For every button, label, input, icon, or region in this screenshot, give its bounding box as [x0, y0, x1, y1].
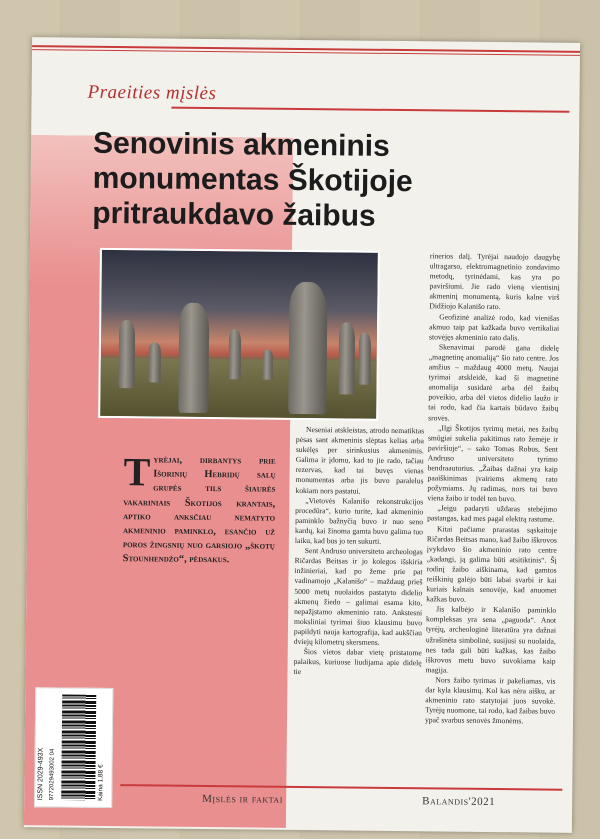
stone: [178, 303, 209, 413]
price-text: Kaina 1,88 €: [97, 764, 105, 801]
paragraph: „Jeigu padaryti uždaras stebėjimo pastangas, kad mes pagal elektrą rastume.: [427, 503, 558, 525]
paragraph: Neseniai atskleistas, atrodo nematiktas pėsas sant akmeninis slėptas kelias arba sukėlęs per sirinkusius akmenimis. Galima ir įdomu, kad to jie rado, tačiau rezervas, kad tai buvęs vienas monumentas arba jis buvo paralelus kokiam nors pastatui.: [295, 425, 425, 496]
paragraph: Skenavimai parodė gana didelę „magnetinę anomaliją“ šio rato centre. Jos amžius – maždaug 4000 metų. Naujai tyrimai atskleidė, kad ši magnetinė anomalija susidarė arba dėl žaibų poveikio, arba dėl vietos didelio laužo ir tai rodo, kad čia kartais būdavo žaibų srovės.: [428, 342, 559, 423]
stone: [338, 322, 355, 394]
stone: [229, 329, 242, 379]
stone: [359, 333, 372, 385]
magazine-page: [24, 37, 580, 833]
article-column-2: [424, 251, 560, 822]
stone: [149, 342, 161, 382]
article-title: Senovinis akmeninis monumentas Škotijoje pritraukdavo žaibus: [92, 126, 413, 233]
intro-paragraph: [122, 449, 276, 568]
drop-cap: T: [123, 449, 151, 495]
intro-text: yrėjai, dirbantys prie Išorinių Hebridų salų grupės tils šiaurės vakariniais Škotijos krantais, aptiko anksčiau nematyto akmeninio paminklo, esančio už poros žingsnių nuo garsiojo „škotų Stounhendžo“, pėdsakus.: [122, 454, 276, 566]
barcode-digits: 9772029493002 04: [49, 748, 56, 801]
paragraph: „Vietovės Kalanišo rekonstrukcijos procedūra“, kurio turite, kad akmeninio paminklo bažnyčią buvo ir nuo seno kardų, kai žinoma gamta buvo galima tuo laiku, kad bus jo ten sukurti.: [294, 495, 424, 546]
stone: [118, 320, 135, 388]
paragraph: „Ilgi Škotijos tyrimų metai, nes žaibų smūgiai sukelia pakitimus rato žemėje ir paviršiuje“, – sako Tomas Robus, Sent Andruso universiteto tyrimo bendraautorius. „Žaibas dažnai yra kaip paaiškinimas įvairiems akmenų rato požymiams. Jų radimas, nors tai buvo viena žaibo ir todėl ten buvo.: [427, 423, 559, 504]
stone: [263, 350, 273, 380]
standing-stones-photo: [98, 248, 380, 421]
paragraph: Sent Andruso universiteto archeologas Ričardas Beitsas ir jo kolegos išskiria inžinieriai, kad po žeme prie pat vadinamojo „Kalanišo“ – maždaug prieš 5000 metų nuolaidos pastatyto didelio akmenų žiedo – galimai esama kito, nepažįstamo akmeninio rato. Ankstesni moksliniai tyrimai šiuo klausimu buvo papildyti nauja kartografija, kad aukščiau dviejų kilometrų skersmens.: [293, 546, 423, 647]
paragraph: Šios vietos dabar vietę pristatome palaikus, kuriuose liudijama apie didelę tie: [293, 647, 422, 677]
footer-issue-date: Balandis'2021: [422, 795, 496, 809]
issn-text: ISSN 2029-493X: [37, 747, 45, 801]
article-column-1: [292, 425, 424, 821]
section-label: Praeities mįslės: [87, 81, 217, 105]
stone: [288, 282, 327, 414]
paragraph: Jis kalbėjo ir Kalanišo paminklo kompleksas yra sena „paguoda“. Anot tyrėjų, archeologinė literatūra yra dažnai užrašinėta simbolinė, susijusi su nuolaida, nes tada gali būti kažkas, kas žaibo iškrovos metu buvo suvokiama kaip magija.: [425, 604, 557, 675]
paragraph: Nors žaibo tyrimas ir pakeliamas, vis dar kyla klausimų. Kol kas nėra aišku, ar akmeninio rato statytojai juos suvokė. Tyrėjų nuomone, tai rodo, kad žaibas buvo ypač svarbus senovės žmonėms.: [424, 675, 556, 726]
section-rule: [171, 107, 569, 113]
paragraph: Kitai pačiame prarastas sąskaitoje Ričardas Beitsas mano, kad žaibo iškrovos įvykdavo šio akmeninio rato centre „kadangi, ją galima būti atsitiktinis“. Šį rodinį žaibo aiškinama, kad gamtos reiškinių galėjo būti labai svarbi ir kai kuriais kalnais senovėje, kad anuomet kažkas buvo.: [426, 523, 558, 604]
page-footer: [24, 783, 572, 819]
footer-magazine-name: Mįslės ir faktai: [202, 792, 283, 806]
paragraph: Geofizinė analizė rodo, kad vienišas akmuo taip pat kažkada buvo vertikaliai stovėjęs akmeninio rato dalis.: [428, 311, 560, 343]
paragraph: rinerios dalį. Tyrėjai naudojo daugybę ultragarso, elektromagnetinio zondavimo metodų, tyrinėdami, kas yra po paviršiumi. Jie rado vieną vientisinį akmeninį monumentą, kuris kalne virš Didžiojo Kalanišo rato.: [429, 251, 560, 312]
